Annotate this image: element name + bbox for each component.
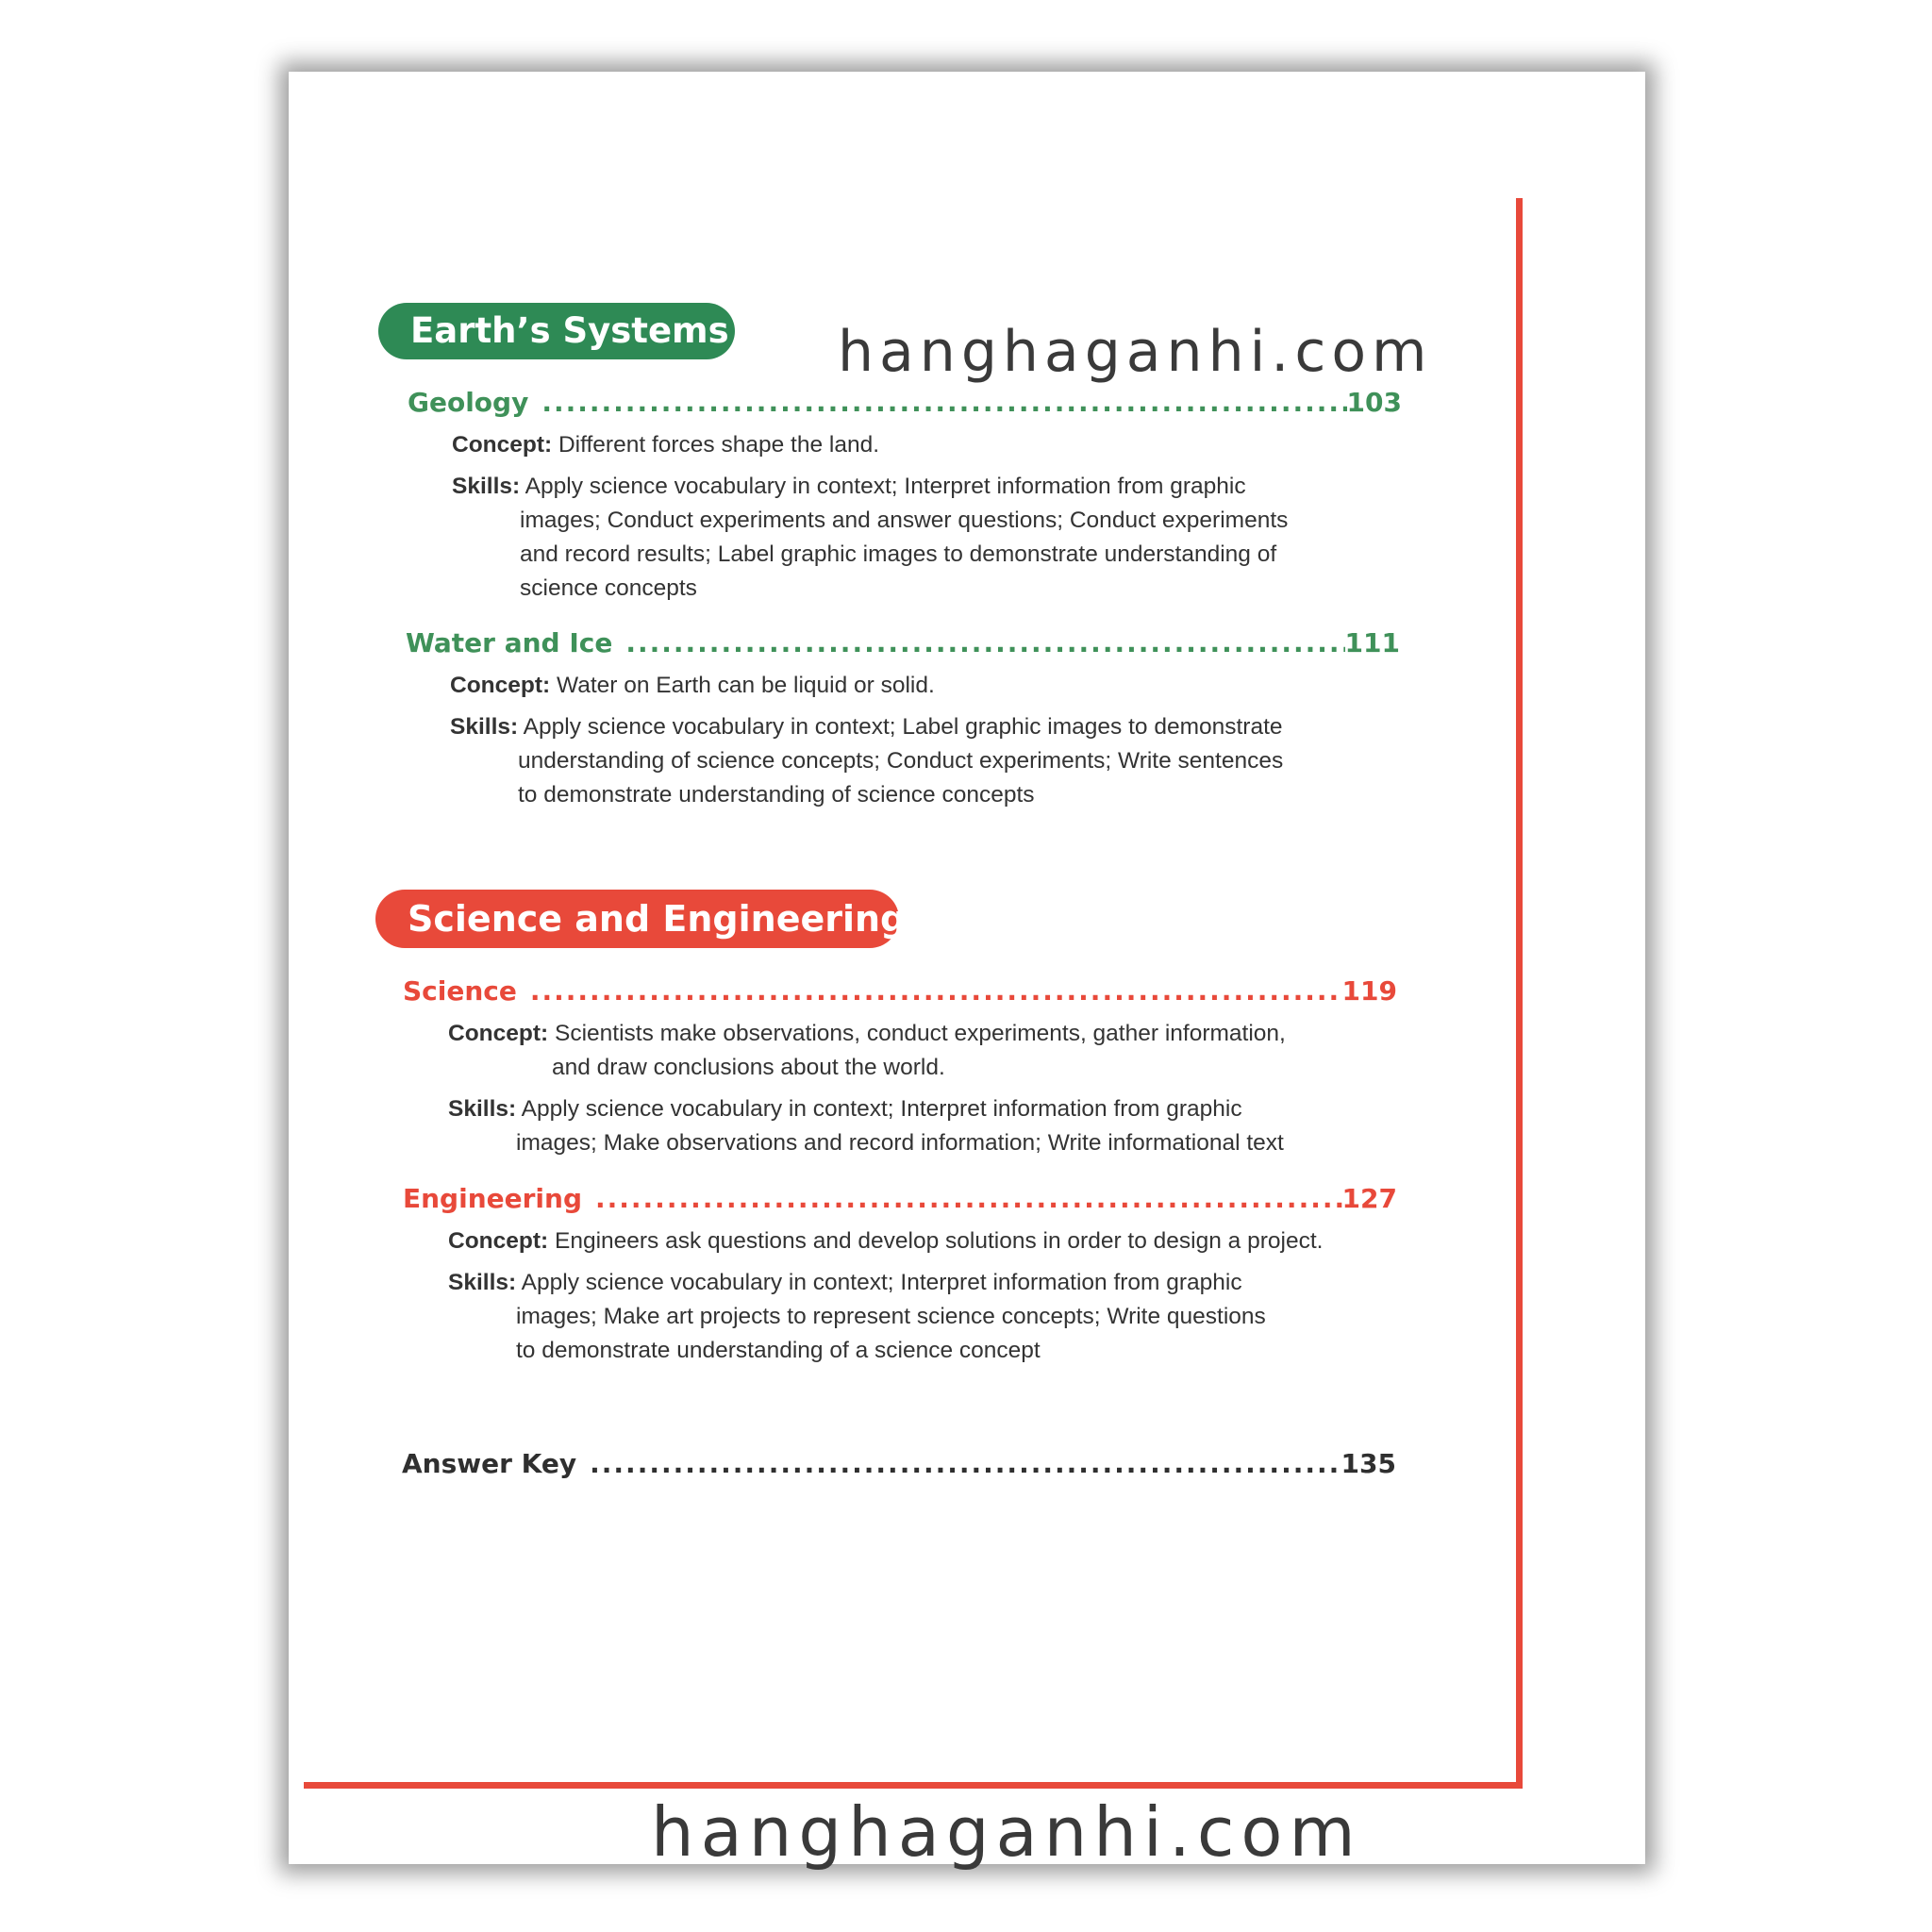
toc-entry-geology[interactable]: [408, 387, 1402, 418]
concept-label: Concept:: [452, 432, 553, 458]
concept-science: [448, 1017, 1373, 1085]
skills-line: to demonstrate understanding of science concepts: [518, 782, 1035, 808]
dot-leader: [530, 975, 1342, 1007]
skills-line: images; Make observations and record information; Write informational text: [516, 1130, 1284, 1156]
skills-label: Skills:: [448, 1270, 517, 1295]
toc-entry-water-and-ice[interactable]: [406, 627, 1400, 658]
skills-line: and record results; Label graphic images to demonstrate understanding of: [520, 541, 1277, 567]
skills-water-and-ice: [450, 710, 1356, 812]
skills-label: Skills:: [452, 474, 521, 499]
toc-page-number: 119: [1341, 975, 1397, 1007]
toc-entry-science[interactable]: [403, 975, 1397, 1007]
page-border-bottom: [304, 1782, 1523, 1789]
concept-text: Different forces shape the land.: [558, 432, 880, 458]
watermark-bottom: hanghaganhi.com: [651, 1792, 1362, 1872]
skills-line: Apply science vocabulary in context; Interpret information from graphic: [525, 474, 1246, 499]
concept-line: Scientists make observations, conduct experiments, gather information,: [554, 1021, 1286, 1046]
toc-page-number: 103: [1346, 387, 1402, 418]
concept-engineering: [448, 1224, 1391, 1258]
skills-line: Apply science vocabulary in context; Interpret information from graphic: [521, 1270, 1242, 1295]
concept-water-and-ice: [450, 669, 1356, 703]
skills-line: understanding of science concepts; Conduct experiments; Write sentences: [518, 748, 1284, 774]
concept-line: and draw conclusions about the world.: [552, 1055, 945, 1080]
concept-label: Concept:: [448, 1228, 549, 1254]
skills-line: Apply science vocabulary in context; Label graphic images to demonstrate: [523, 714, 1283, 740]
skills-label: Skills:: [448, 1096, 517, 1122]
toc-entry-answer-key[interactable]: [402, 1448, 1396, 1479]
concept-geology: [452, 428, 1357, 462]
toc-entry-engineering[interactable]: [403, 1183, 1397, 1214]
concept-text: Water on Earth can be liquid or solid.: [556, 673, 935, 698]
skills-line: images; Make art projects to represent science concepts; Write questions: [516, 1304, 1266, 1329]
concept-label: Concept:: [448, 1021, 549, 1046]
dot-leader: [590, 1448, 1341, 1479]
dot-leader: [625, 627, 1344, 658]
section-heading-science-and-engineering: Science and Engineering: [375, 890, 899, 948]
concept-text: Engineers ask questions and develop solutions in order to design a project.: [554, 1228, 1324, 1254]
toc-title: Geology: [408, 387, 529, 418]
skills-line: science concepts: [520, 575, 697, 601]
toc-title: Engineering: [403, 1183, 582, 1214]
skills-line: to demonstrate understanding of a science concept: [516, 1338, 1041, 1363]
watermark-top: hanghaganhi.com: [838, 319, 1433, 385]
skills-line: Apply science vocabulary in context; Interpret information from graphic: [521, 1096, 1242, 1122]
skills-science: [448, 1092, 1373, 1160]
toc-page-number: 111: [1344, 627, 1400, 658]
dot-leader: [541, 387, 1346, 418]
skills-engineering: [448, 1266, 1373, 1368]
skills-label: Skills:: [450, 714, 519, 740]
section-heading-earths-systems: Earth’s Systems: [378, 303, 735, 359]
toc-page-number: 135: [1341, 1448, 1396, 1479]
skills-geology: [452, 470, 1357, 606]
page-border-right: [1516, 198, 1523, 1789]
toc-title: Science: [403, 975, 517, 1007]
toc-title: Water and Ice: [406, 627, 613, 658]
toc-page-number: 127: [1341, 1183, 1397, 1214]
skills-line: images; Conduct experiments and answer questions; Conduct experiments: [520, 508, 1289, 533]
concept-label: Concept:: [450, 673, 551, 698]
dot-leader: [595, 1183, 1342, 1214]
toc-title: Answer Key: [402, 1448, 577, 1479]
